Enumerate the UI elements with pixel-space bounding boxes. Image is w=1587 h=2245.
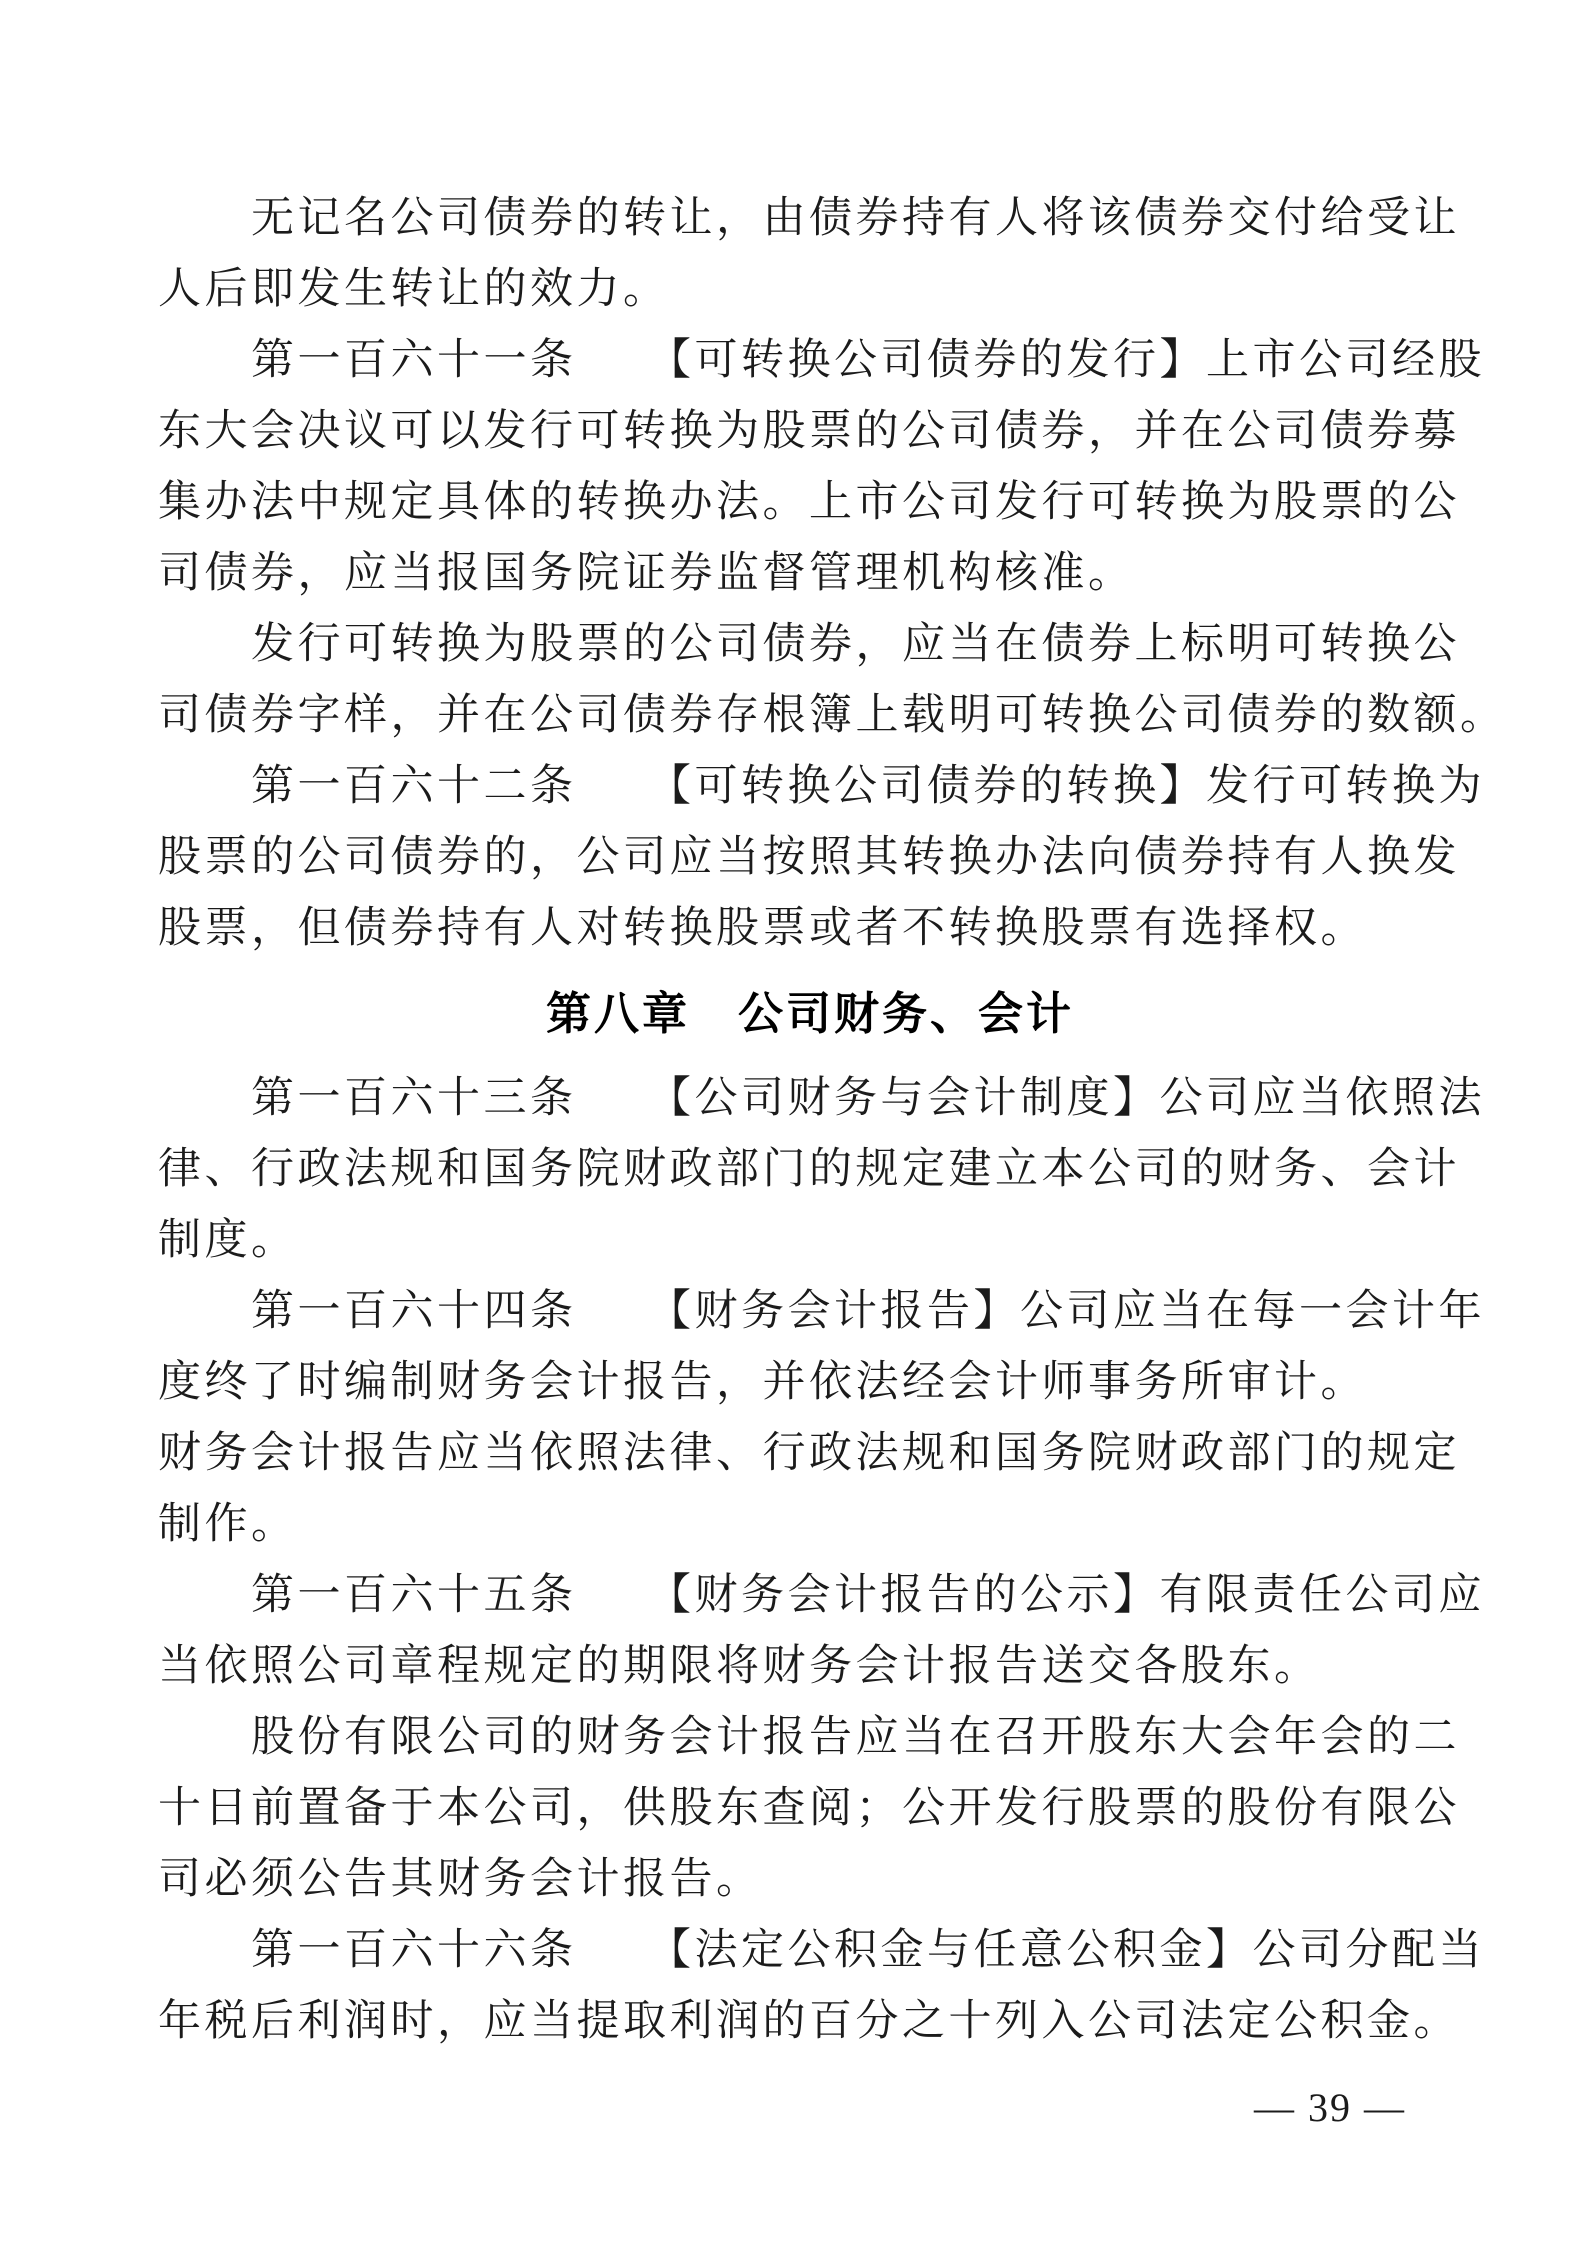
text-line: 人后即发生转让的效力。 [158,266,670,313]
text-line: 股份有限公司的财务会计报告应当在召开股东大会年会的二 [251,1714,1460,1761]
text-line: 年税后利润时，应当提取利润的百分之十列入公司法定公积金。 [158,1998,1460,2045]
text-line: 无记名公司债券的转让，由债券持有人将该债券交付给受让 [251,195,1460,242]
text-line: 集办法中规定具体的转换办法。上市公司发行可转换为股票的公 [158,479,1460,526]
text-line: 十日前置备于本公司，供股东查阅；公开发行股票的股份有限公 [158,1785,1460,1832]
text-line: 第一百六十五条 【财务会计报告的公示】有限责任公司应 [251,1572,1485,1619]
text-line: 司债券，应当报国务院证券监督管理机构核准。 [158,550,1135,597]
text-line: 第一百六十四条 【财务会计报告】公司应当在每一会计年 [251,1288,1485,1335]
text-line: 东大会决议可以发行可转换为股票的公司债券，并在公司债券募 [158,408,1460,455]
text-line: 第一百六十一条 【可转换公司债券的发行】上市公司经股 [251,337,1485,384]
text-line: 律、行政法规和国务院财政部门的规定建立本公司的财务、会计 [158,1146,1460,1193]
text-line: 司债券字样，并在公司债券存根簿上载明可转换公司债券的数额。 [158,692,1507,739]
legal-text-body [158,183,1507,2057]
text-line: 制度。 [158,1217,298,1264]
text-line: 财务会计报告应当依照法律、行政法规和国务院财政部门的规定 [158,1430,1460,1477]
text-line: 度终了时编制财务会计报告，并依法经会计师事务所审计。 [158,1359,1367,1406]
text-line: 司必须公告其财务会计报告。 [158,1856,763,1903]
text-line: 股票，但债券持有人对转换股票或者不转换股票有选择权。 [158,905,1367,952]
text-line: 第一百六十二条 【可转换公司债券的转换】发行可转换为 [251,763,1485,810]
text-line: 第一百六十三条 【公司财务与会计制度】公司应当依照法 [251,1075,1485,1122]
chapter-heading: 第八章 公司财务、会计 [545,987,1074,1040]
text-line: 当依照公司章程规定的期限将财务会计报告送交各股东。 [158,1643,1321,1690]
page-number: — 39 — [1254,2085,1406,2130]
text-line: 制作。 [158,1501,298,1548]
text-line: 股票的公司债券的，公司应当按照其转换办法向债券持有人换发 [158,834,1460,881]
text-line: 发行可转换为股票的公司债券，应当在债券上标明可转换公 [251,621,1460,668]
text-line: 第一百六十六条 【法定公积金与任意公积金】公司分配当 [251,1927,1485,1974]
